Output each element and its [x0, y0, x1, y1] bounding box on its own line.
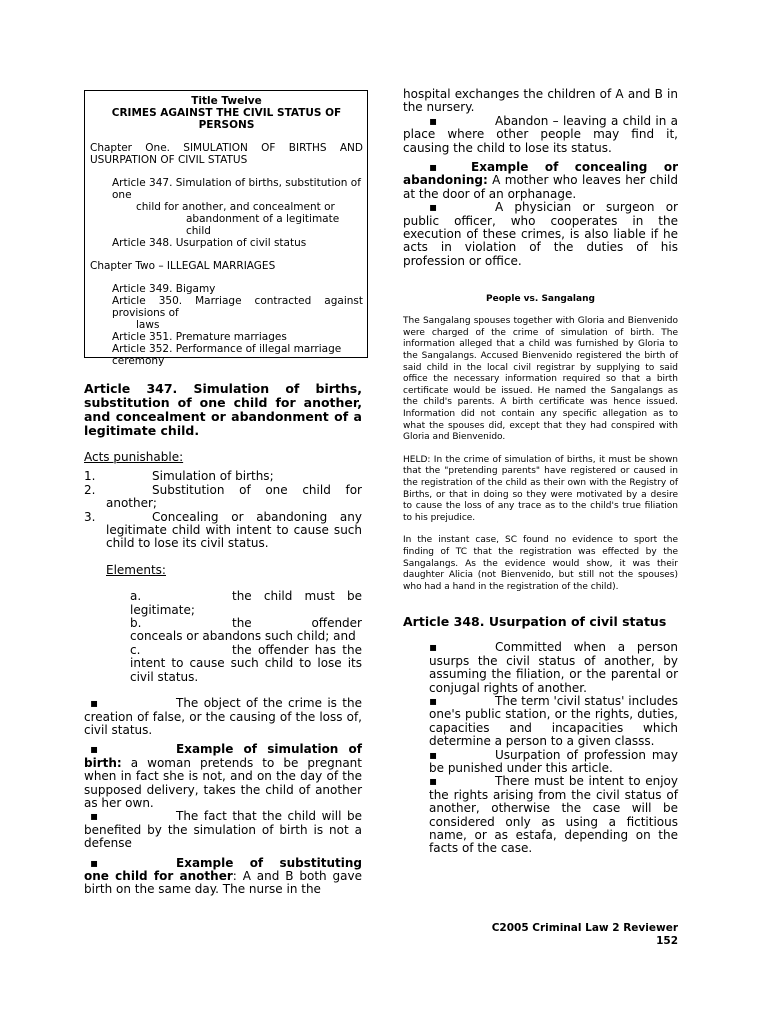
note-text: The term 'civil status' includes one's public station, or the rights, duties, capacities and incapacities which determine a person to a given classs. [429, 693, 678, 749]
element-item [84, 644, 362, 684]
act-text: Concealing or abandoning any legitimate child with intent to cause such child to lose its civil status. [106, 509, 362, 551]
usurp-note [429, 775, 678, 855]
footer-title: C2005 Criminal Law 2 Reviewer [491, 922, 678, 934]
bullet-icon: ▪ [429, 693, 438, 708]
note-example-substitution [84, 857, 362, 897]
act-number: 2. [84, 482, 96, 497]
bullet-icon: ▪ [429, 774, 438, 789]
note-text: The fact that the child will be benefited by the simulation of birth is not a defense [84, 809, 362, 851]
note-text: A mother who leaves her child at the door of an orphanage. [403, 173, 678, 201]
article-348-heading: Article 348. Usurpation of civil status [403, 614, 667, 630]
element-text: the offender conceals or abandons such child; and [130, 616, 362, 644]
case-title: People vs. Sangalang [486, 294, 595, 305]
toc-article-349: Article 349. Bigamy [112, 283, 216, 295]
element-letter: a. [130, 589, 142, 604]
element-item [84, 617, 362, 644]
act-item [84, 470, 362, 483]
usurp-note [429, 641, 678, 695]
contents-box [84, 90, 368, 367]
bullet-icon: ▪ [429, 747, 438, 762]
chapter-one: Chapter One. SIMULATION OF BIRTHS AND USURPATION OF CIVIL STATUS [90, 142, 363, 166]
elements-label: Elements: [106, 562, 166, 577]
bullet-icon: ▪ [90, 855, 99, 870]
usurp-note [429, 749, 678, 776]
toc-article-347: Article 347. Simulation of births, substitution of one [112, 177, 361, 201]
note-example-simulation [84, 743, 362, 810]
right-column [403, 88, 678, 856]
page-number: 152 [656, 935, 678, 947]
note-text: : A and B both gave birth on the same day. The nurse in the [84, 868, 362, 897]
note-text: There must be intent to enjoy the rights arising from the civil status of another, otherwise the case will be considered only as using a fictitious name, or as estafa, depending on the facts of the case. [429, 774, 678, 856]
note-physician [403, 201, 678, 268]
act-number: 1. [84, 469, 96, 484]
note-text: Abandon – leaving a child in a place where other people may find it, causing the child to lose its status. [403, 113, 678, 155]
toc-article-352: Article 352. Performance of illegal marriage ceremony [112, 343, 342, 367]
acts-punishable-label: Acts punishable: [84, 450, 184, 464]
page-footer [492, 922, 678, 948]
title-twelve: Title Twelve [191, 95, 262, 107]
act-text: Simulation of births; [152, 469, 274, 484]
toc-article-351: Article 351. Premature marriages [112, 331, 287, 343]
left-column [84, 382, 362, 897]
bullet-icon: ▪ [90, 742, 99, 757]
toc-article-350-line2: laws [136, 319, 160, 331]
usurp-note [429, 695, 678, 749]
bullet-icon: ▪ [90, 809, 99, 824]
element-text: the child must be legitimate; [130, 589, 362, 617]
note-text: A physician or surgeon or public officer, who cooperates in the execution of these crimes, is also liable if he acts in violation of the duties of his profession or office. [403, 200, 678, 268]
case-ruling: In the instant case, SC found no evidence to sport the finding of TC that the registration was effected by the Sangalangs. As the evidence would show, it was their daughter Alicia (not Bienvenido, but still not the spouses) who had a hand in the registration of the child). [403, 535, 678, 592]
toc-article-347-line2: child for another, and concealment or [136, 201, 335, 213]
toc-article-348: Article 348. Usurpation of civil status [112, 237, 307, 249]
note-text: The object of the crime is the creation of false, or the causing of the loss of, civil status. [84, 696, 362, 737]
bullet-icon: ▪ [429, 200, 438, 215]
note-text: Usurpation of profession may be punished under this article. [429, 747, 678, 775]
element-text: the offender has the intent to cause such child to lose its civil status. [130, 642, 362, 684]
note-bold: Example of substituting one child for another [84, 855, 362, 883]
case-held: HELD: In the crime of simulation of births, it must be shown that the "pretending parents" have registered or caused in the registration of the child as their own with the Registry of Births, or that in doing so they were motivated by a desire to cause the loss of any trace as to the child's true filiation to his prejudice. [403, 454, 678, 523]
note-abandon [403, 115, 678, 155]
article-348-notes [403, 641, 678, 856]
article-347-heading: Article 347. Simulation of births, substitution of one child for another, and concealment or abandonment of a legitimate child. [84, 381, 362, 438]
note-bold: Example of concealing or abandoning: [403, 160, 678, 188]
toc-article-350: Article 350. Marriage contracted against provisions of [112, 295, 363, 319]
element-item [84, 590, 362, 617]
bullet-icon: ▪ [429, 640, 438, 655]
act-number: 3. [84, 509, 96, 524]
chapter-two: Chapter Two – ILLEGAL MARRIAGES [90, 260, 276, 272]
case-facts: The Sangalang spouses together with Gloria and Bienvenido were charged of the crime of simulation of birth. The information alleged that a child was furnished by Gloria to the Sangalangs. Accused Bienvenido registered the birth of said child in the local civil registrar by supplying to said office the necessary information required so that a birth certificate would be issued. He named the Sangalangs as the child's parents. A birth certificate was hence issued. Information did not contain any specific allegation as to what the spouses did, except that they had conspired with Gloria and Bienvenido. [403, 316, 678, 443]
continued-text: hospital exchanges the children of A and B in the nursery. [403, 87, 678, 115]
note-text: a woman pretends to be pregnant when in fact she is not, and on the day of the supposed delivery, takes the child of another as her own. [84, 755, 362, 810]
note-benefit-defense [84, 810, 362, 850]
note-bold: Example of simulation of birth: [84, 742, 362, 770]
bullet-icon: ▪ [429, 113, 438, 128]
element-letter: c. [130, 642, 141, 657]
act-item [84, 484, 362, 511]
act-item [84, 511, 362, 551]
note-object-of-crime [84, 697, 362, 737]
toc-article-347-line3: abandonment of a legitimate child [186, 213, 340, 237]
note-text: Committed when a person usurps the civil status of another, by assuming the filiation, or the parental or conjugal rights of another. [429, 640, 678, 695]
act-text: Substitution of one child for another; [106, 482, 362, 511]
bullet-icon: ▪ [429, 160, 438, 175]
bullet-icon: ▪ [90, 696, 99, 711]
title-crimes: CRIMES AGAINST THE CIVIL STATUS OF PERSONS [111, 107, 342, 131]
element-letter: b. [130, 616, 142, 631]
note-example-concealing [403, 161, 678, 201]
